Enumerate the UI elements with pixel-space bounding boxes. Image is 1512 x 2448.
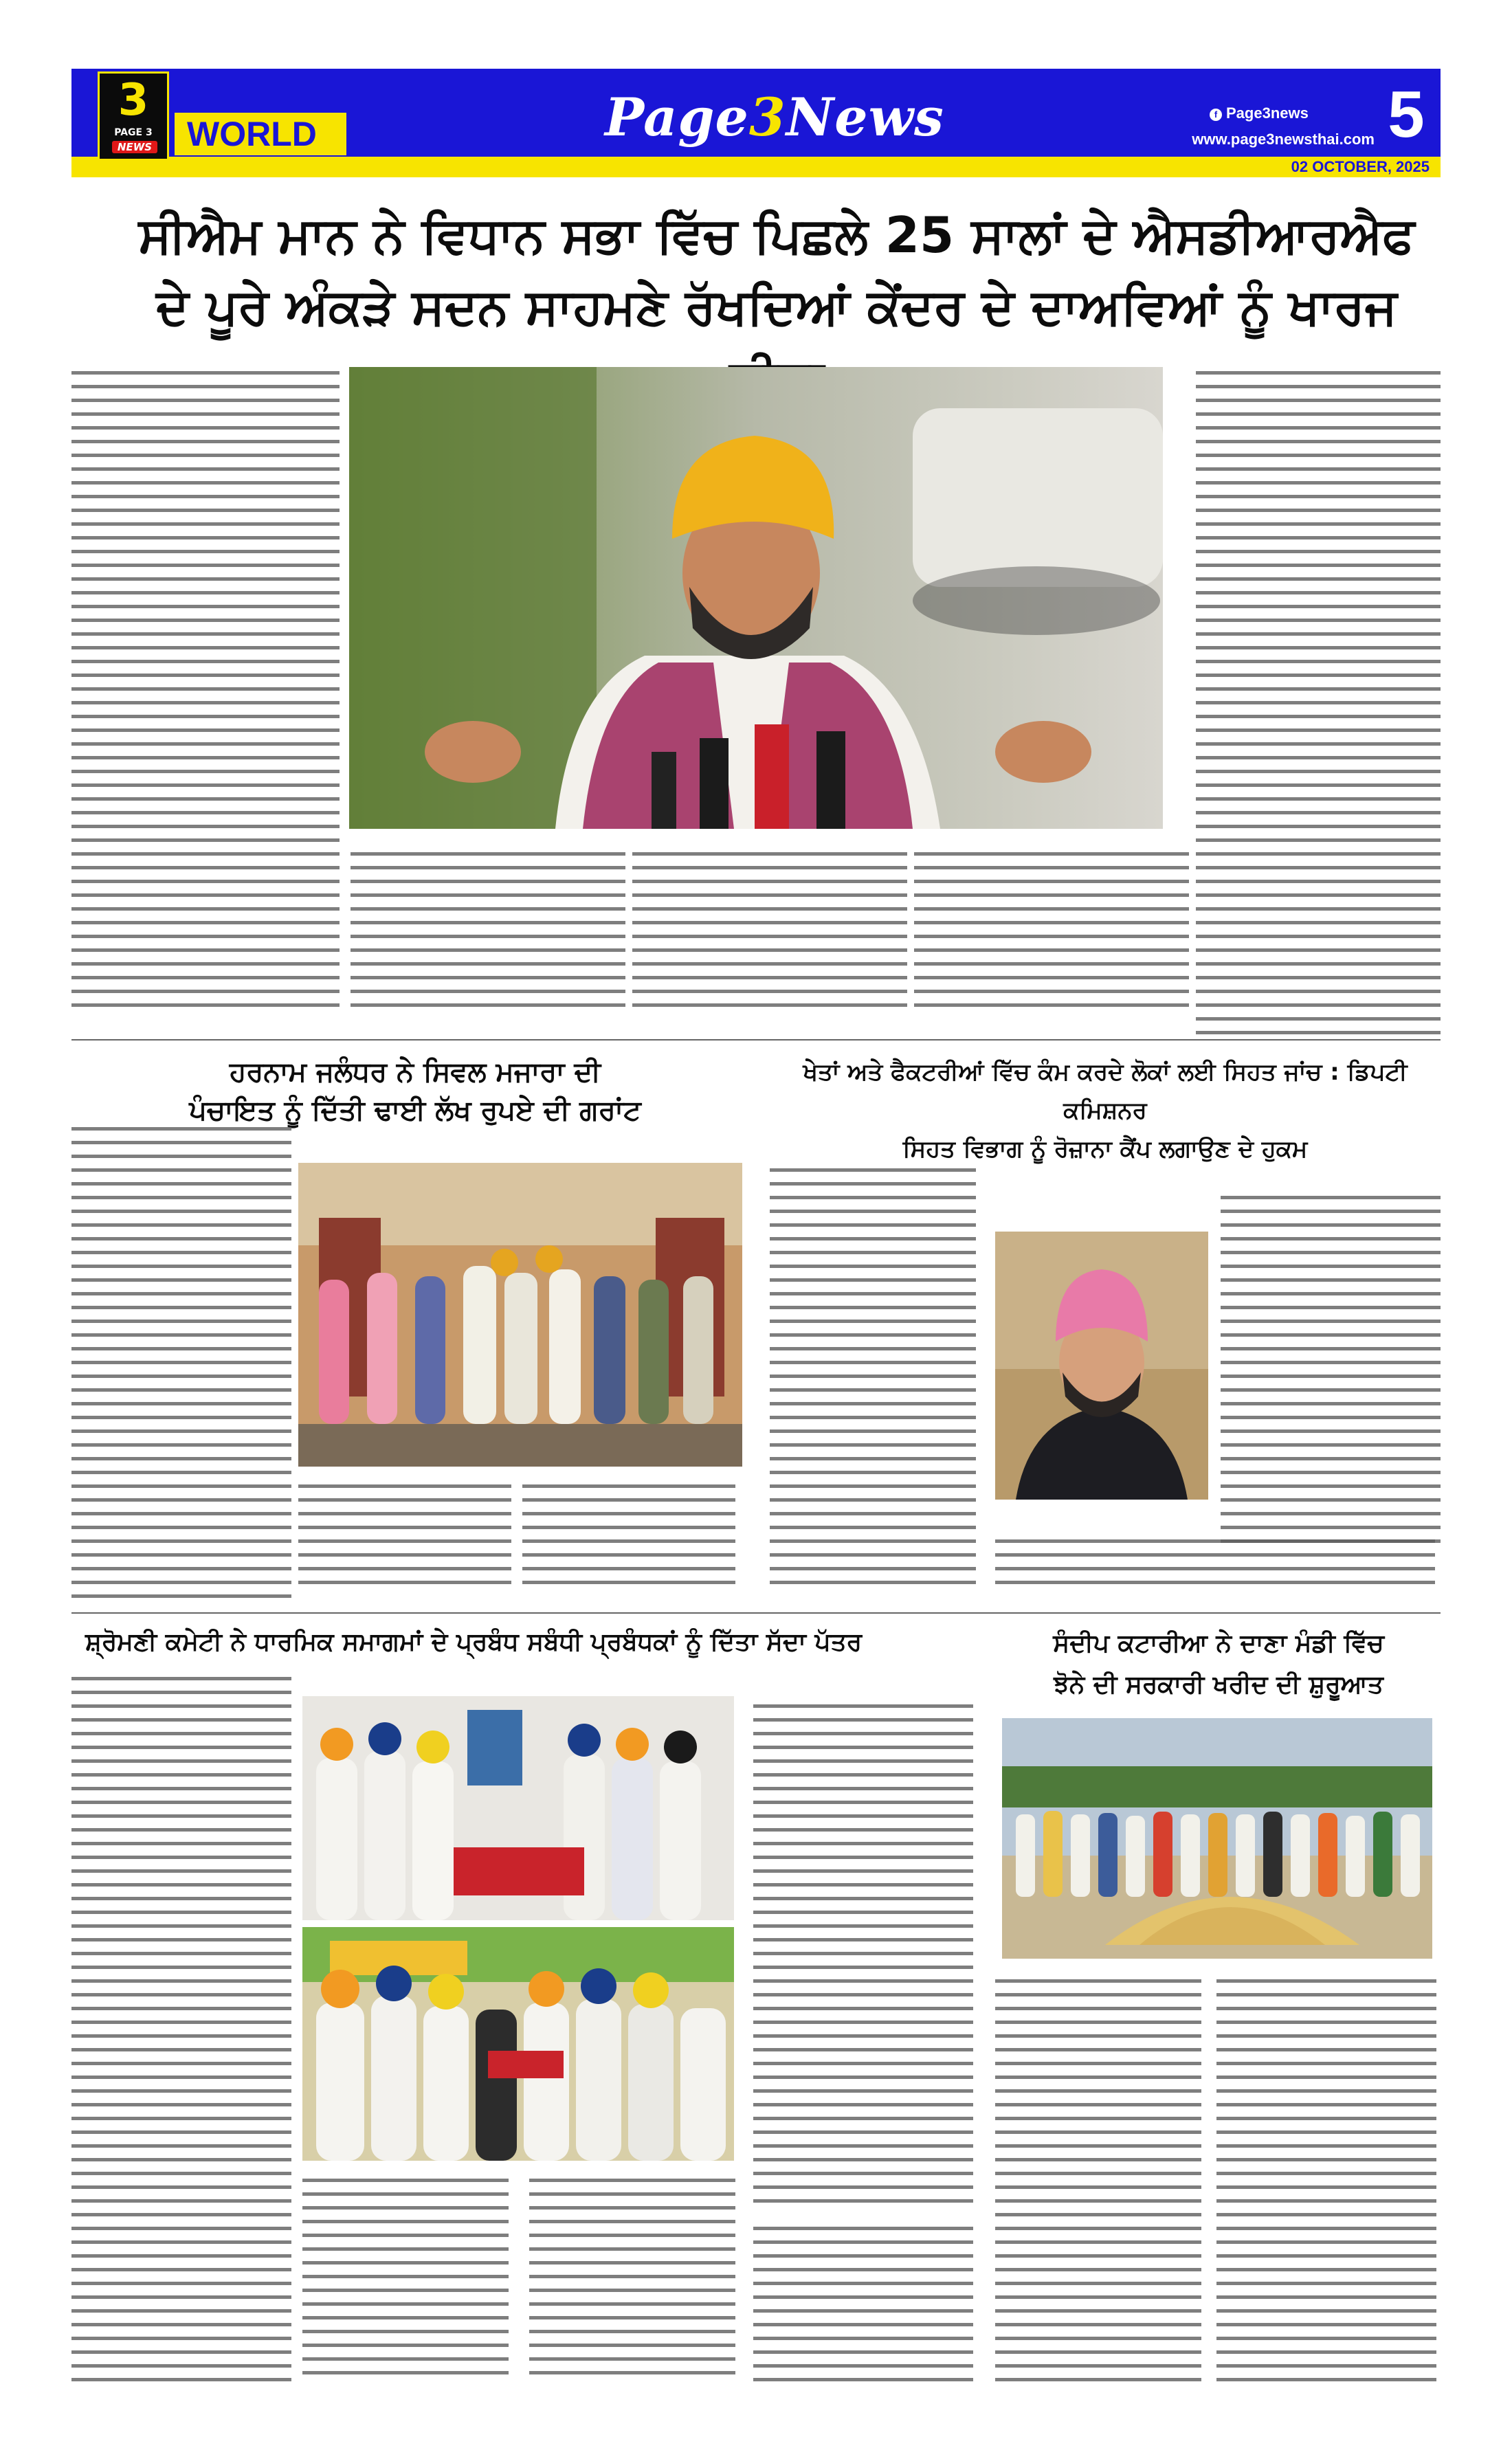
story3-col-2 [1221,1196,1441,1553]
brand-number: 3 [748,87,786,148]
main-story-col-left [71,371,340,1017]
section-divider-1 [71,1039,1441,1041]
story2-headline-line2: ਪੰਚਾਇਤ ਨੂੰ ਦਿੱਤੀ ਢਾਈ ਲੱਖ ਰੁਪਏ ਦੀ ਗਰਾਂਟ [189,1095,641,1126]
main-headline-line2: ਦੇ ਪੂਰੇ ਅੰਕੜੇ ਸਦਨ ਸਾਹਮਣੇ ਰੱਖਦਿਆਂ ਕੇਂਦਰ ਦੇ ਦਾਅਵਿਆਂ ਨੂੰ ਖਾਰਜ [156,278,1397,335]
logo-sub: PAGE 3 [114,127,153,138]
page-number: 5 [1388,78,1425,151]
story3-headline [770,1053,1441,1168]
story5-headline [997,1623,1441,1706]
story4-col-3 [302,2179,509,2385]
story3-col-3 [995,1539,1435,1594]
story5-photo[interactable] [1002,1718,1432,1959]
main-story-col-under-1 [351,852,625,1017]
story3-photo[interactable] [995,1232,1208,1500]
story4-photo-a[interactable] [302,1696,734,1920]
brand-title[interactable] [605,80,944,155]
facebook-icon: f [1210,109,1222,121]
story3-col-1 [770,1168,976,1594]
story4-col-5 [753,2227,973,2385]
section-divider-2 [71,1612,1441,1614]
brand-prefix: Page [605,87,749,148]
story3-headline-line2: ਸਿਹਤ ਵਿਭਾਗ ਨੂੰ ਰੋਜ਼ਾਨਾ ਕੈਂਪ ਲਗਾਉਣ ਦੇ ਹੁਕਮ [902,1135,1308,1163]
story4-headline [71,1623,992,1662]
story5-headline-line1: ਸੰਦੀਪ ਕਟਾਰੀਆ ਨੇ ਦਾਣਾ ਮੰਡੀ ਵਿੱਚ [1053,1629,1384,1658]
story4-headline-line1: ਸ਼੍ਰੋਮਣੀ ਕਮੇਟੀ ਨੇ ਧਾਰਮਿਕ ਸਮਾਗਮਾਂ ਦੇ ਪ੍ਰਬੰਧ ਸਬੰਧੀ ਪ੍ਰਬੰਧਕਾਂ ਨੂੰ ਦਿੱਤਾ ਸੱਦਾ ਪੱਤਰ [85,1628,863,1656]
section-label: WORLD [175,113,346,155]
story5-col-2 [1216,1979,1436,2385]
story5-col-1 [995,1979,1201,2385]
logo-number: 3 [118,75,149,126]
main-story-col-under-3 [914,852,1189,1017]
main-headline-line1: ਸੀਐਮ ਮਾਨ ਨੇ ਵਿਧਾਨ ਸਭਾ ਵਿੱਚ ਪਿਛਲੇ 25 ਸਾਲਾਂ ਦੇ ਐਸਡੀਆਰਐਫ [138,206,1415,264]
main-photo[interactable] [349,367,1163,829]
brand-suffix: News [786,87,944,148]
story4-col-2 [753,1704,973,2213]
story2-headline [71,1053,759,1130]
logo[interactable] [98,71,169,161]
facebook-handle: Page3news [1226,104,1309,122]
story4-col-4 [529,2179,735,2385]
story2-col-2 [298,1484,511,1588]
logo-news: NEWS [112,141,157,153]
website-link[interactable]: www.page3newsthai.com [1192,131,1375,148]
facebook-link[interactable] [1210,104,1375,122]
main-story-col-under-2 [632,852,907,1017]
issue-date: 02 OCTOBER, 2025 [1291,158,1430,175]
story2-col-1 [71,1127,291,1601]
story5-headline-line2: ਝੋਨੇ ਦੀ ਸਰਕਾਰੀ ਖਰੀਦ ਦੀ ਸ਼ੁਰੂਆਤ [1054,1671,1383,1699]
story4-col-1 [71,1677,291,2385]
story3-headline-line1: ਖੇਤਾਂ ਅਤੇ ਫੈਕਟਰੀਆਂ ਵਿੱਚ ਕੰਮ ਕਰਦੇ ਲੋਕਾਂ ਲਈ ਸਿਹਤ ਜਾਂਚ : ਡਿਪਟੀ ਕਮਿਸ਼ਨਰ [803,1058,1408,1124]
story2-col-3 [522,1484,735,1588]
story2-photo[interactable] [298,1163,742,1467]
story2-headline-line1: ਹਰਨਾਮ ਜਲੰਧਰ ਨੇ ਸਿਵਲ ਮਜਾਰਾ ਦੀ [229,1056,601,1088]
main-story-col-right [1196,371,1441,1038]
story4-photo-b[interactable] [302,1927,734,2161]
